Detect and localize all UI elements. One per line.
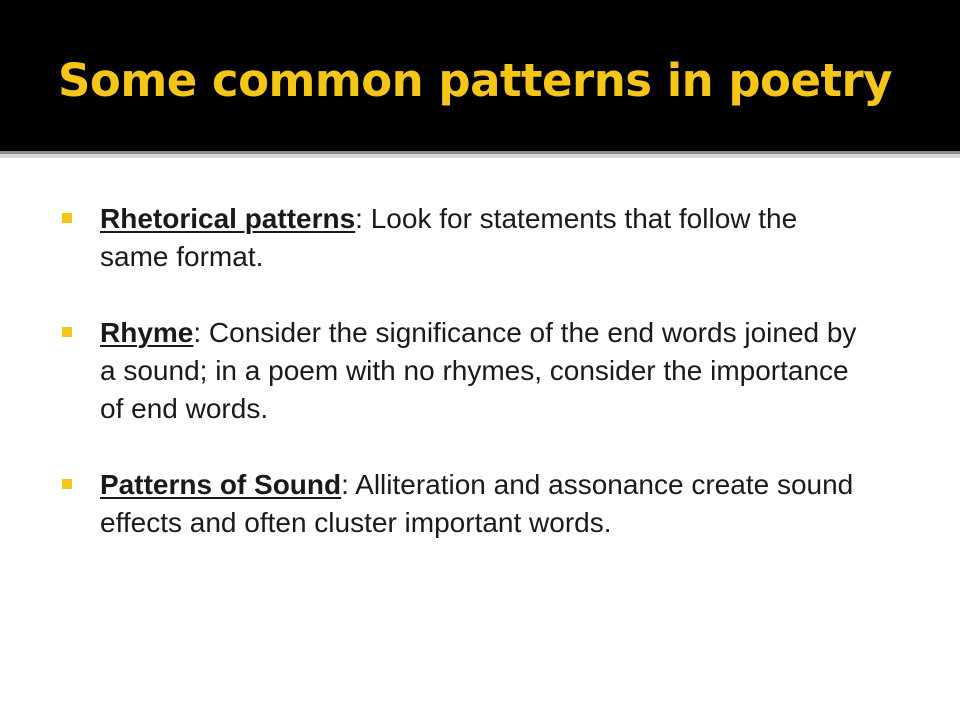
- bullet-item-rhyme: [62, 314, 862, 428]
- bullet-term: Rhetorical patterns: [100, 203, 356, 234]
- bullet-text: Look for statements that follow the same format.: [100, 203, 798, 272]
- bullet-text: Consider the significance of the end words joined by a sound; in a poem with no rhymes, consider the importance of end words.: [100, 317, 857, 424]
- square-bullet-icon: [62, 213, 72, 223]
- bullet-separator: :: [355, 203, 363, 234]
- bullet-item-patterns-of-sound: [62, 466, 862, 542]
- slide-title: Some common patterns in poetry: [58, 54, 893, 107]
- title-bar: [0, 0, 960, 151]
- bullet-term: Patterns of Sound: [100, 469, 342, 500]
- bullet-list: [62, 200, 862, 542]
- square-bullet-icon: [62, 327, 72, 337]
- bullet-separator: :: [341, 469, 349, 500]
- bullet-item-rhetorical-patterns: [62, 200, 862, 276]
- square-bullet-icon: [62, 479, 72, 489]
- bullet-text: Alliteration and assonance create sound effects and often cluster important words.: [100, 469, 854, 538]
- bullet-separator: :: [193, 317, 202, 348]
- bullet-term: Rhyme: [100, 317, 194, 348]
- title-divider-shadow: [0, 154, 960, 158]
